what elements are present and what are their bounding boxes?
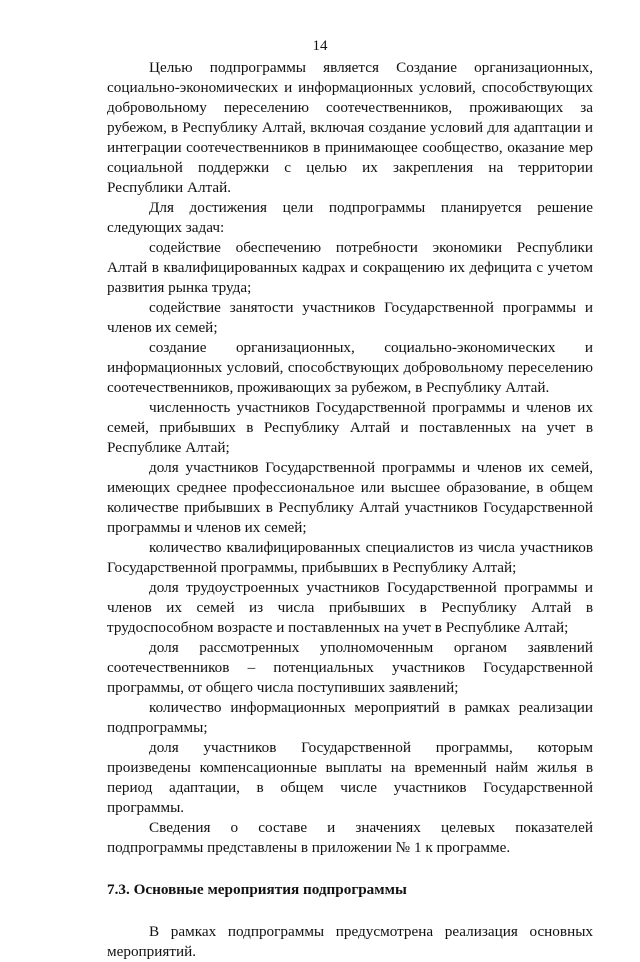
paragraph-indicator-1: численность участников Государственной программы и членов их семей, прибывших в Республику Алтай и поставленных на учет в Республике Алтай;	[107, 399, 593, 456]
paragraph-indicator-2: доля участников Государственной программы и членов их семей, имеющих среднее профессиональное или высшее образование, в общем количестве прибывших в Республику Алтай участников Государственной программы и членов их семей;	[107, 459, 593, 536]
paragraph-task-2: содействие занятости участников Государственной программы и членов их семей;	[107, 299, 593, 336]
section-heading: 7.3. Основные мероприятия подпрограммы	[107, 881, 407, 898]
paragraph-goal: Целью подпрограммы является Создание организационных, социально-экономических и информационных условий, способствующих добровольному переселению соотечественников, проживающих за рубежом, в Республику Алтай, включая создание условий для адаптации и интеграции соотечественников в принимающее сообщество, оказание мер социальной поддержки с целью их закрепления на территории Республики Алтай.	[107, 59, 593, 196]
paragraph-indicator-3: количество квалифицированных специалистов из числа участников Государственной программы, прибывших в Республику Алтай;	[107, 539, 593, 576]
paragraph-indicator-5: доля рассмотренных уполномоченным органом заявлений соотечественников – потенциальных участников Государственной программы, от общего числа поступивших заявлений;	[107, 639, 593, 696]
paragraph-indicators-reference: Сведения о составе и значениях целевых показателей подпрограммы представлены в приложении № 1 к программе.	[107, 819, 593, 856]
paragraph-main-activities: В рамках подпрограммы предусмотрена реализация основных мероприятий.	[107, 923, 593, 960]
paragraph-tasks-intro: Для достижения цели подпрограммы планируется решение следующих задач:	[107, 199, 593, 236]
paragraph-task-1: содействие обеспечению потребности экономики Республики Алтай в квалифицированных кадрах и сокращению их дефицита с учетом развития рынка труда;	[107, 239, 593, 296]
paragraph-indicator-7: доля участников Государственной программы, которым произведены компенсационные выплаты на временный найм жилья в период адаптации, в общем числе участников Государственной программы.	[107, 739, 593, 816]
paragraph-indicator-6: количество информационных мероприятий в рамках реализации подпрограммы;	[107, 699, 593, 736]
body-text	[107, 58, 593, 962]
paragraph-indicator-4: доля трудоустроенных участников Государственной программы и членов их семей из числа прибывших в Республику Алтай в трудоспособном возрасте и поставленных на учет в Республике Алтай;	[107, 579, 593, 636]
paragraph-task-3: создание организационных, социально-экономических и информационных условий, способствующих добровольному переселению соотечественников, проживающих за рубежом, в Республику Алтай.	[107, 339, 593, 396]
page-number: 14	[312, 38, 328, 54]
